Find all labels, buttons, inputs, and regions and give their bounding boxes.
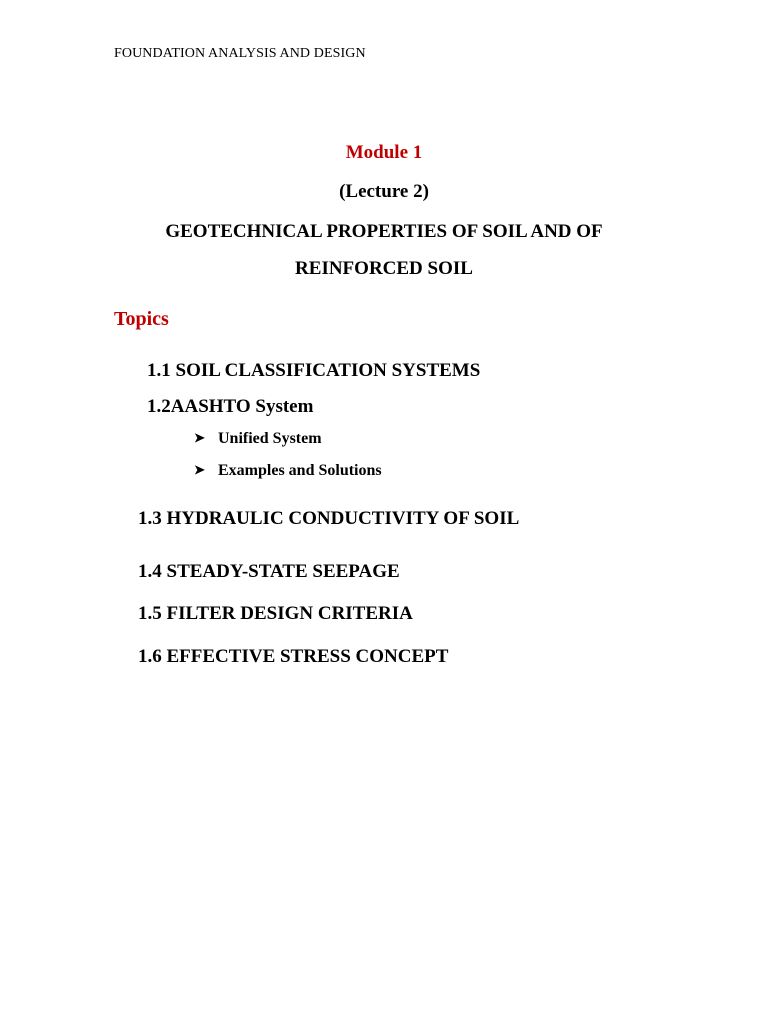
lecture-title-line-2: REINFORCED SOIL: [295, 258, 473, 279]
topic-item-1-6: 1.6 EFFECTIVE STRESS CONCEPT: [138, 646, 449, 667]
lecture-subtitle: (Lecture 2): [339, 181, 429, 202]
topic-item-1-3: 1.3 HYDRAULIC CONDUCTIVITY OF SOIL: [138, 508, 520, 529]
subtopic-label: Unified System: [218, 430, 322, 447]
arrow-bullet-icon: ➤: [194, 430, 205, 445]
topic-item-1-4: 1.4 STEADY-STATE SEEPAGE: [138, 561, 400, 582]
topic-item-1-1: 1.1 SOIL CLASSIFICATION SYSTEMS: [147, 360, 481, 381]
topic-item-1-2: 1.2AASHTO System: [147, 396, 314, 417]
topic-item-1-5: 1.5 FILTER DESIGN CRITERIA: [138, 603, 413, 624]
subtopic-item-unified: [194, 430, 322, 448]
module-title: Module 1: [345, 142, 423, 163]
arrow-bullet-icon: ➤: [194, 462, 205, 477]
subtopic-label: Examples and Solutions: [218, 462, 382, 479]
page-header: FOUNDATION ANALYSIS AND DESIGN: [114, 46, 366, 61]
lecture-title-line-1: GEOTECHNICAL PROPERTIES OF SOIL AND OF: [165, 221, 603, 242]
topics-heading: Topics: [114, 308, 169, 330]
subtopic-item-examples: [194, 462, 382, 480]
